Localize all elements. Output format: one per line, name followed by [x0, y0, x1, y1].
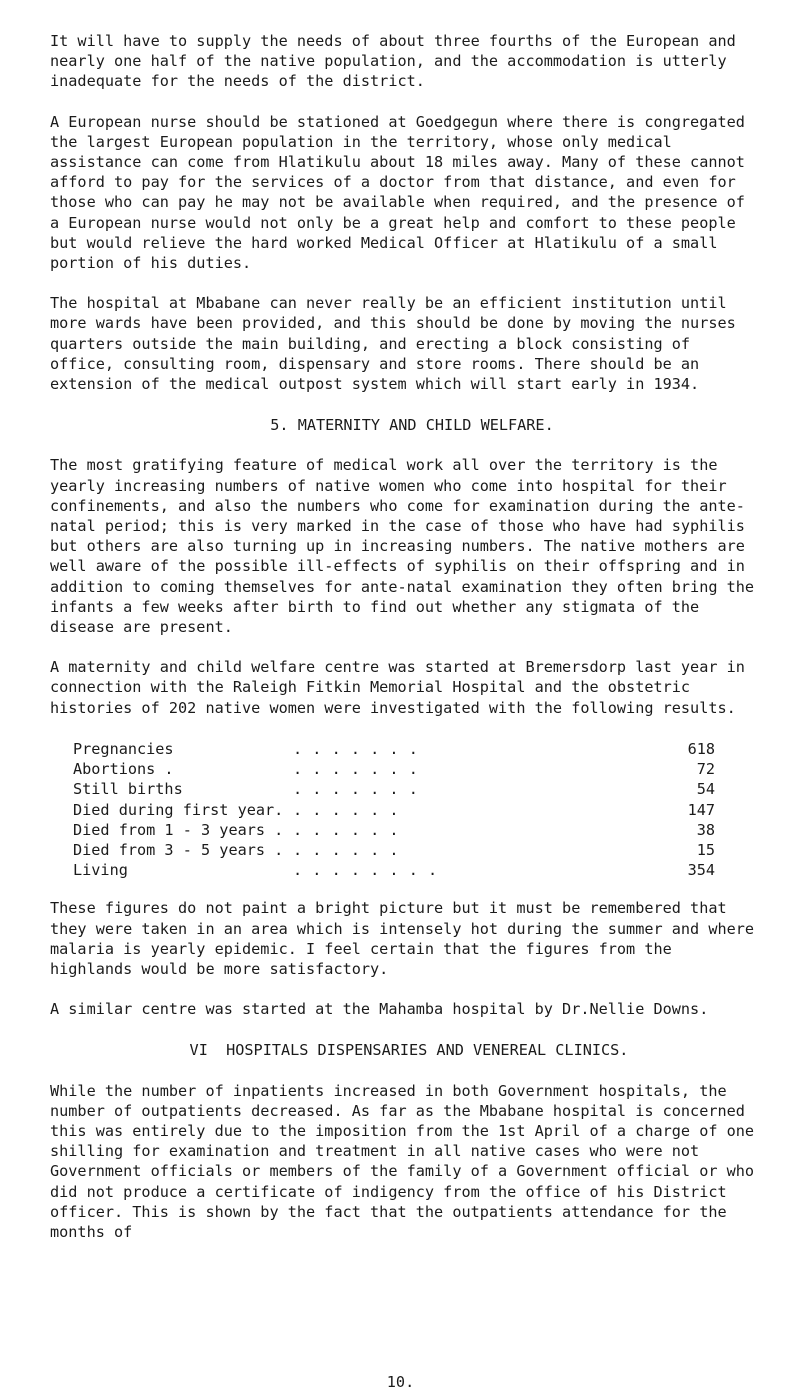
- section-heading-maternity: 5. MATERNITY AND CHILD WELFARE.: [270, 416, 554, 435]
- paragraph-gratifying-feature: The most gratifying feature of medical work all over the territory is the yearly increasing numbers of native women who come into hospital for their confinements, and also the numbers who come for examination during the ante-natal period; this is very marked in the case of those who have had syphilis but others are also turning up in increasing numbers. The native mothers are well aware of the possible ill-effects of syphilis on their offspring and in addition to coming themselves for ante-natal examination they often bring the infants a few weeks after birth to find out whether any stigmata of the disease are present.: [50, 456, 764, 637]
- leader-dots: . . . . . . .: [293, 739, 419, 758]
- row-label: Living: [73, 861, 128, 880]
- row-label: Died from 3 - 5 years .: [73, 840, 284, 859]
- row-value: 354: [687, 861, 715, 880]
- row-value: 618: [687, 739, 715, 758]
- row-value: 38: [696, 820, 715, 839]
- leader-dots: . . . . . .: [293, 820, 400, 839]
- paragraph-supply-needs: It will have to supply the needs of about three fourths of the European and nearly one half of the native population, and the accommodation is utterly inadequate for the needs of the district.: [50, 32, 745, 91]
- table-row: [73, 779, 715, 799]
- leader-dots: . . . . . .: [293, 800, 400, 819]
- table-row: [73, 860, 715, 880]
- document-page: [50, 31, 762, 1242]
- row-value: 147: [687, 800, 715, 819]
- paragraph-figures-remark: These figures do not paint a bright picture but it must be remembered that they were taken in an area which is intensely hot during the summer and where malaria is yearly epidemic. I feel certain that the figures from the highlands would be more satisfactory.: [50, 899, 764, 978]
- paragraph-mbabane-hospital: The hospital at Mbabane can never really be an efficient institution until more wards have been provided, and this should be done by moving the nurses quarters outside the main building, and erecting a block consisting of office, consulting room, dispensary and store rooms. There should be an extension of the medical outpost system which will start early in 1934.: [50, 294, 745, 394]
- paragraph-welfare-centre: A maternity and child welfare centre was started at Bremersdorp last year in connection with the Raleigh Fitkin Memorial Hospital and the obstetric histories of 202 native women were investigated with the following results.: [50, 658, 755, 717]
- row-value: 54: [696, 780, 715, 799]
- row-label: Died during first year.: [73, 800, 284, 819]
- paragraph-european-nurse: A European nurse should be stationed at Goedgegun where there is congregated the largest European population in the territory, whose only medical assistance can come from Hlatikulu about 18 miles away. Many of these cannot afford to pay for the services of a doctor from that distance, and even for those who can pay he may not be available when required, and the presence of a European nurse would not only be a great help and comfort to these people but would relieve the hard worked Medical Officer at Hlatikulu of a small portion of his duties.: [50, 112, 755, 273]
- leader-dots: . . . . . . .: [293, 760, 419, 779]
- table-row: [73, 820, 715, 840]
- obstetric-results-table: [73, 739, 715, 880]
- table-row: [73, 800, 715, 820]
- row-value: 72: [696, 760, 715, 779]
- leader-dots: . . . . . .: [293, 840, 400, 859]
- row-label: Died from 1 - 3 years .: [73, 820, 284, 839]
- section-heading-hospitals: VI HOSPITALS DISPENSARIES AND VENEREAL CLINICS.: [189, 1041, 629, 1060]
- table-row: [73, 759, 715, 779]
- row-label: Abortions .: [73, 760, 174, 779]
- paragraph-inpatients: While the number of inpatients increased in both Government hospitals, the number of outpatients decreased. As far as the Mbabane hospital is concerned this was entirely due to the imposition from the 1st April of a charge of one shilling for examination and treatment in all native cases who were not Government officials or members of the family of a Government official or who did not produce a certificate of indigency from the office of his District officer. This is shown by the fact that the outpatients attendance for the months of: [50, 1081, 764, 1241]
- table-row: [73, 840, 715, 860]
- page-number: 10.: [386, 1373, 415, 1391]
- table-row: [73, 739, 715, 759]
- row-label: Pregnancies: [73, 739, 174, 758]
- leader-dots: . . . . . . . .: [293, 861, 438, 880]
- row-value: 15: [696, 840, 715, 859]
- paragraph-mahamba-centre: A similar centre was started at the Mahamba hospital by Dr.Nellie Downs.: [50, 1000, 709, 1019]
- leader-dots: . . . . . . .: [293, 780, 419, 799]
- row-label: Still births: [73, 780, 183, 799]
